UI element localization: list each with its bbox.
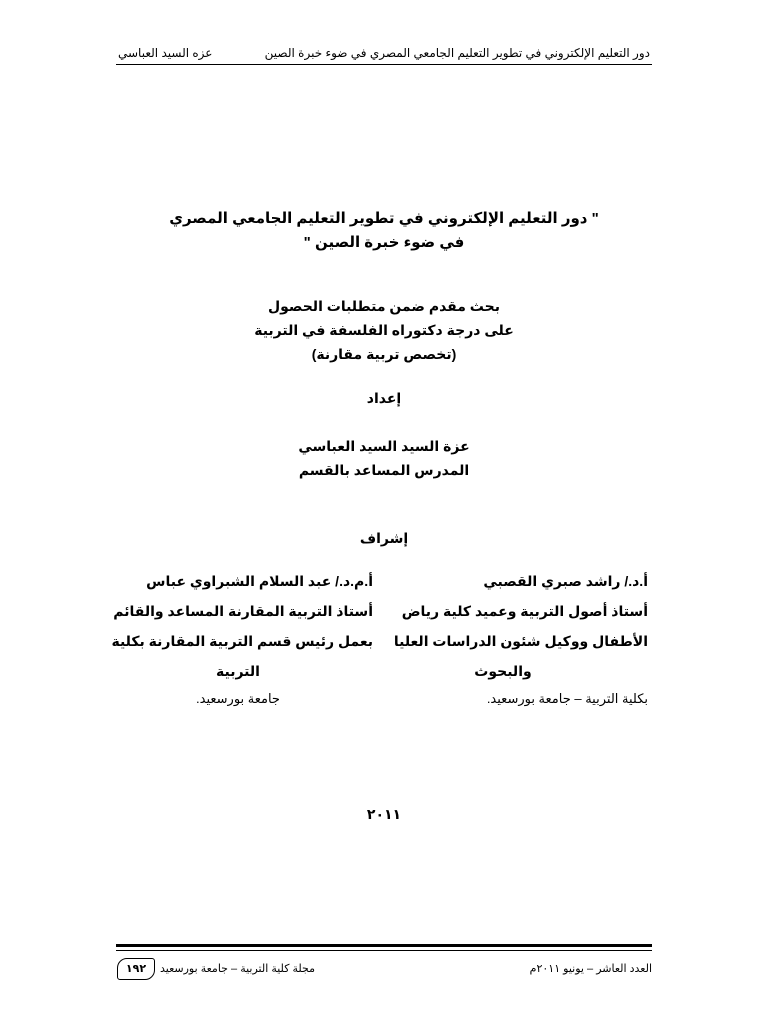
supervisor-2-title-line-1: أستاذ التربية المقارنة المساعد والقائم — [113, 603, 373, 619]
header-running-title: دور التعليم الإلكتروني في تطوير التعليم الجامعي المصري في ضوء خبرة الصين — [264, 46, 650, 60]
supervisor-1-title-line-3: والبحوث — [474, 663, 532, 679]
supervisor-2-title-line-2: بعمل رئيس قسم التربية المقارنة بكلية — [111, 633, 373, 649]
supervision-label: إشراف — [359, 530, 409, 546]
preparation-label: إعداد — [366, 390, 402, 406]
footer-rule-thick — [116, 944, 652, 947]
author-role: المدرس المساعد بالقسم — [298, 462, 470, 478]
title-line-1: " دور التعليم الإلكتروني في تطوير التعليم الجامعي المصري — [169, 210, 599, 227]
footer-issue: العدد العاشر – يونيو ٢٠١١م — [529, 963, 652, 975]
header-rule — [116, 64, 652, 65]
header-author: عزه السيد العباسي — [118, 46, 213, 60]
supervisor-1-affiliation: بكلية التربية – جامعة بورسعيد. — [486, 691, 648, 706]
footer-rule-thin — [116, 950, 652, 951]
supervisor-1-title-line-1: أستاذ أصول التربية وعميد كلية رياض — [401, 603, 648, 619]
submission-line-2: على درجة دكتوراه الفلسفة في التربية — [254, 322, 514, 338]
submission-line-3: (تخصص تربية مقارنة) — [311, 346, 457, 362]
author-name: عزة السيد السيد العباسي — [298, 438, 470, 454]
supervisor-1 — [358, 566, 648, 712]
submission-line-1: بحث مقدم ضمن متطلبات الحصول — [268, 298, 500, 314]
year: ٢٠١١ — [366, 806, 402, 822]
page-number: ١٩٢ — [117, 958, 155, 980]
supervisor-2-affiliation: جامعة بورسعيد. — [196, 691, 280, 706]
supervisor-2-title-line-3: التربية — [216, 663, 260, 679]
supervisor-2-name: أ.م.د./ عبد السلام الشبراوي عباس — [146, 573, 373, 589]
footer-journal: مجلة كلية التربية – جامعة بورسعيد — [160, 963, 316, 975]
supervisor-1-name: أ.د./ راشد صبري القصبي — [483, 573, 648, 589]
title-line-2: في ضوء خبرة الصين " — [303, 234, 465, 251]
supervisor-1-title-line-2: الأطفال ووكيل شئون الدراسات العليا — [393, 633, 648, 649]
supervisor-2 — [103, 566, 373, 712]
